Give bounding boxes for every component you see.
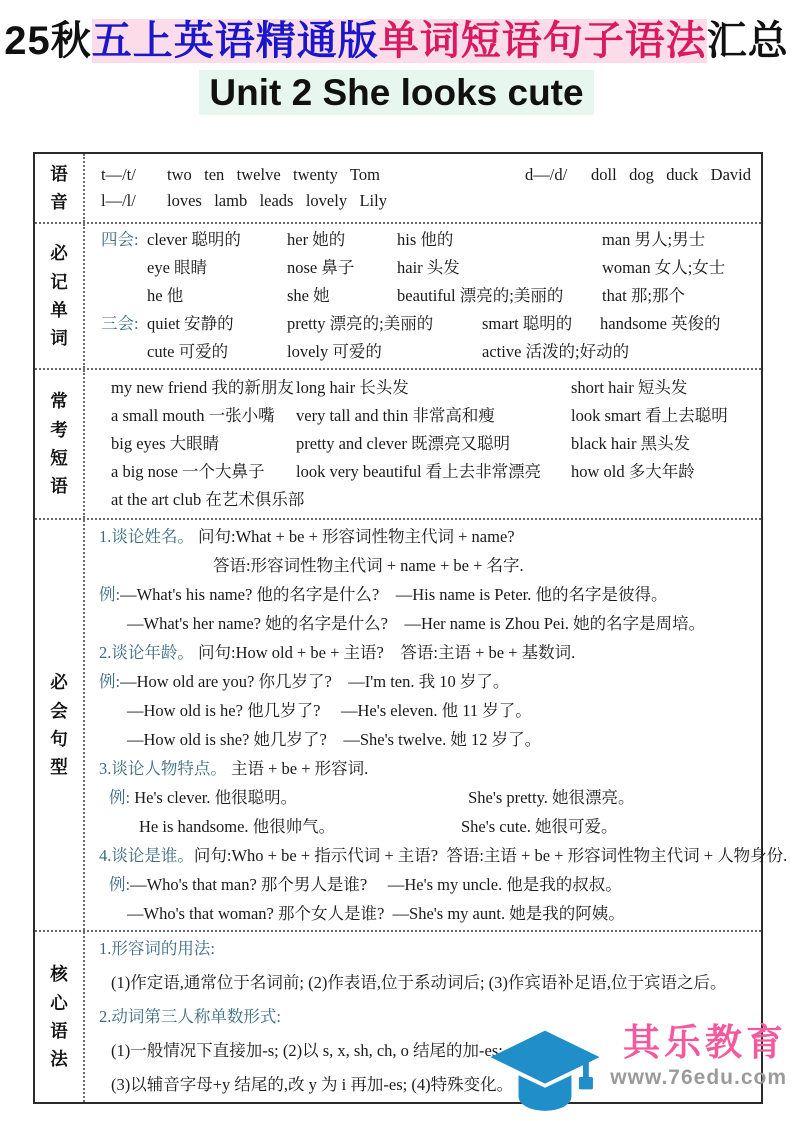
- text-line: [93, 696, 755, 725]
- text-segment: 例:: [109, 875, 131, 894]
- text-line: [101, 254, 753, 282]
- text-line: [111, 402, 753, 430]
- text-segment: her 她的: [287, 230, 346, 249]
- text-segment: a small mouth 一张小嘴: [111, 406, 275, 425]
- text-line: [101, 188, 751, 214]
- text-segment: man 男人;男士: [602, 230, 706, 249]
- text-line: [101, 282, 753, 310]
- text-segment: d—/d/: [525, 165, 568, 184]
- text-segment: —Who's that man? 那个男人是谁? —He's my uncle. 他是我的叔叔。: [130, 875, 622, 894]
- text-segment: —How old are you? 你几岁了? —I'm ten. 我 10 岁了。: [120, 672, 510, 691]
- text-segment: he 他: [147, 286, 184, 305]
- text-segment: clever 聪明的: [147, 230, 241, 249]
- text-line: [93, 609, 755, 638]
- watermark-text: [610, 1021, 787, 1091]
- text-segment: hair 头发: [397, 258, 460, 277]
- text-line: [93, 870, 755, 899]
- unit-title: Unit 2 She looks cute: [0, 68, 793, 118]
- text-segment: 3.谈论人物特点。: [99, 759, 227, 778]
- text-segment: 例:: [109, 788, 131, 807]
- text-segment: smart 聪明的: [482, 314, 573, 333]
- text-line: [93, 932, 755, 966]
- text-segment: look very beautiful 看上去非常漂亮: [296, 462, 542, 481]
- text-segment: 例:: [99, 585, 121, 604]
- text-segment: —What's his name? 他的名字是什么? —His name is Peter. 他的名字是彼得。: [120, 585, 668, 604]
- text-segment: —What's her name? 她的名字是什么? —Her name is Zhou Pei. 她的名字是周培。: [127, 614, 706, 633]
- brand-name: 其乐教育: [623, 1022, 787, 1063]
- title-segment-content: 单词短语句子语法: [378, 19, 707, 63]
- text-segment: 问句:How old + be + 主语? 答语:主语 + be + 基数词.: [193, 643, 576, 662]
- section-content: [85, 370, 761, 518]
- text-segment: handsome 英俊的: [600, 314, 721, 333]
- text-segment: lovely 可爱的: [287, 342, 382, 361]
- text-line: [93, 812, 755, 841]
- text-segment: 4.谈论是谁。: [99, 846, 194, 865]
- text-line: [101, 338, 753, 366]
- text-segment: nose 鼻子: [287, 258, 355, 277]
- text-line: [93, 522, 755, 551]
- text-segment: 主语 + be + 形容词.: [226, 759, 369, 778]
- text-segment: big eyes 大眼睛: [111, 434, 220, 453]
- text-segment: —Who's that woman? 那个女人是谁? —She's my aunt. 她是我的阿姨。: [127, 904, 625, 923]
- title-segment-edition: 五上英语精通版: [91, 19, 379, 63]
- text-segment: 四会:: [101, 230, 139, 249]
- section-label: 语音: [50, 163, 68, 212]
- section-label-cell: [35, 932, 85, 1102]
- section-label: 必记单词: [50, 243, 68, 349]
- text-segment: eye 眼睛: [147, 258, 208, 277]
- text-segment: 2.谈论年龄。: [99, 643, 194, 662]
- section-phrases: [35, 368, 761, 518]
- text-segment: —How old is he? 他几岁了? —He's eleven. 他 11 岁了。: [127, 701, 532, 720]
- text-line: [93, 725, 755, 754]
- text-segment: two ten twelve twenty Tom: [167, 165, 381, 184]
- text-line: [93, 754, 755, 783]
- text-segment: (3)以辅音字母+y 结尾的,改 y 为 i 再加-es; (4)特殊变化。: [111, 1075, 514, 1094]
- section-label: 常考短语: [50, 391, 68, 497]
- text-line: [101, 310, 753, 338]
- text-segment: (1)一般情况下直接加-s; (2)以 s, x, sh, ch, o 结尾的加-es;: [111, 1041, 503, 1060]
- text-segment: pretty and clever 既漂亮又聪明: [296, 434, 510, 453]
- section-label: 必会句型: [50, 672, 68, 778]
- watermark: [486, 1021, 787, 1115]
- text-segment: loves lamb leads lovely Lily: [167, 191, 387, 210]
- section-vocabulary: [35, 222, 761, 368]
- text-segment: 问句:Who + be + 指示代词 + 主语? 答语:主语 + be + 形容词性物主代词 + 人物身份.: [193, 846, 788, 865]
- text-segment: short hair 短头发: [571, 378, 688, 397]
- graduation-cap-icon: [486, 1029, 604, 1115]
- text-segment: —How old is she? 她几岁了? —She's twelve. 她 12 岁了。: [127, 730, 542, 749]
- text-line: [111, 486, 753, 514]
- text-segment: He's clever. 他很聪明。: [130, 788, 298, 807]
- section-label-cell: [35, 224, 85, 368]
- text-line: [93, 580, 755, 609]
- title-segment-season: 25秋: [4, 19, 92, 63]
- text-line: [93, 899, 755, 928]
- section-label-cell: [35, 370, 85, 518]
- text-segment: woman 女人;女士: [602, 258, 726, 277]
- text-segment: 答语:形容词性物主代词 + name + be + 名字.: [213, 556, 524, 575]
- text-segment: a big nose 一个大鼻子: [111, 462, 265, 481]
- title-segment-summary: 汇总: [706, 19, 789, 63]
- text-segment: t—/t/: [101, 165, 136, 184]
- page-header: [0, 0, 793, 118]
- text-segment: pretty 漂亮的;美丽的: [287, 314, 434, 333]
- text-segment: 2.动词第三人称单数形式:: [99, 1007, 281, 1026]
- text-segment: 1.形容词的用法:: [99, 939, 215, 958]
- text-segment: l—/l/: [101, 191, 136, 210]
- text-segment: She's pretty. 她很漂亮。: [468, 788, 635, 807]
- text-segment: she 她: [287, 286, 330, 305]
- text-line: [93, 783, 755, 812]
- text-line: [111, 458, 753, 486]
- text-segment: look smart 看上去聪明: [571, 406, 728, 425]
- text-segment: very tall and thin 非常高和瘦: [296, 406, 495, 425]
- text-segment: doll dog duck David: [591, 165, 751, 184]
- section-content: [85, 224, 761, 368]
- section-label-cell: [35, 520, 85, 930]
- text-segment: active 活泼的;好动的: [482, 342, 630, 361]
- text-segment: He is handsome. 他很帅气。: [139, 817, 336, 836]
- section-content: [85, 154, 761, 222]
- text-segment: quiet 安静的: [147, 314, 234, 333]
- page-title: [0, 14, 793, 68]
- text-line: [93, 667, 755, 696]
- text-segment: 1.谈论姓名。: [99, 527, 194, 546]
- text-segment: 例:: [99, 672, 121, 691]
- text-segment: at the art club 在艺术俱乐部: [111, 490, 305, 509]
- text-segment: She's cute. 她很可爱。: [461, 817, 618, 836]
- text-line: [93, 638, 755, 667]
- text-line: [111, 374, 753, 402]
- text-segment: my new friend 我的新朋友: [111, 378, 294, 397]
- text-segment: how old 多大年龄: [571, 462, 695, 481]
- text-segment: black hair 黑头发: [571, 434, 691, 453]
- text-line: [93, 966, 755, 1000]
- brand-url: www.76edu.com: [610, 1066, 787, 1089]
- text-segment: long hair 长头发: [296, 378, 409, 397]
- section-phonics: [35, 154, 761, 222]
- text-segment: (1)作定语,通常位于名词前; (2)作表语,位于系动词后; (3)作宾语补足语,位于宾语之后。: [111, 973, 727, 992]
- section-label: 核心语法: [50, 964, 68, 1070]
- text-line: [101, 162, 751, 188]
- section-sentence-patterns: [35, 518, 788, 930]
- text-line: [93, 841, 788, 870]
- text-segment: his 他的: [397, 230, 454, 249]
- text-segment: that 那;那个: [602, 286, 685, 305]
- text-segment: 三会:: [101, 314, 139, 333]
- section-label-cell: [35, 154, 85, 222]
- summary-table: [33, 152, 788, 1104]
- text-segment: beautiful 漂亮的;美丽的: [397, 286, 564, 305]
- text-segment: cute 可爱的: [147, 342, 229, 361]
- text-line: [93, 551, 755, 580]
- section-content: [85, 520, 788, 930]
- text-line: [101, 226, 753, 254]
- text-segment: 问句:What + be + 形容词性物主代词 + name?: [193, 527, 515, 546]
- text-line: [111, 430, 753, 458]
